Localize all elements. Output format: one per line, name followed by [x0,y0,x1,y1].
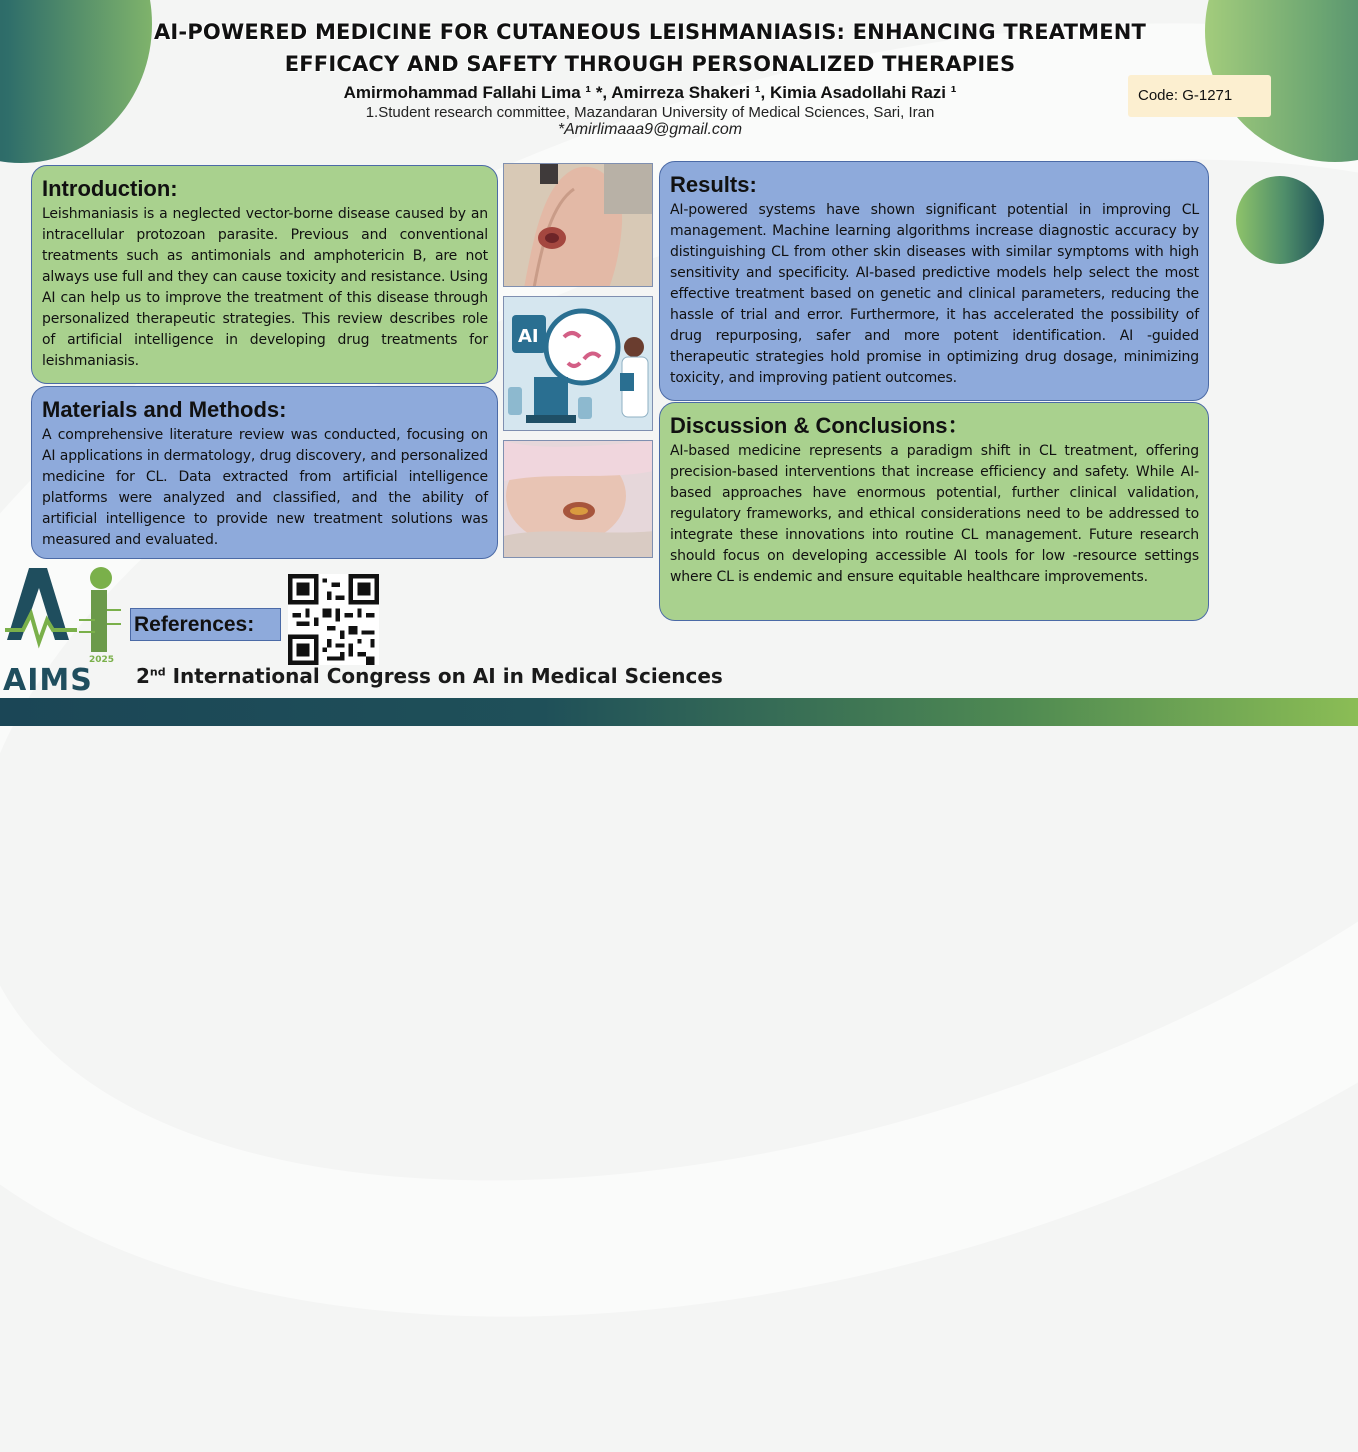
congress-ordinal-suffix: nd [149,665,166,679]
congress-name: International Congress on AI in Medical Sciences [165,664,723,688]
discussion-heading: Discussion & Conclusions： [670,413,970,438]
affiliation: 1.Student research committee, Mazandaran University of Medical Sciences, Sari, Iran [365,104,935,121]
introduction-panel [31,165,498,384]
results-body: AI-powered systems have shown significant potential in improving CL management. Machine learning algorithms increase diagnostic accuracy by distinguishing CL from other skin diseases with similar symptoms with high sensitivity and specificity. AI-based predictive models help select the most effective treatment based on genetic and clinical parameters, reducing the hassle of trial and error. Furthermore, it has accelerated the possibility of drug repurposing, safer and more potent identification. AI -guided therapeutic strategies hold promise in optimizing drug dosage, minimizing toxicity, and improving patient outcomes. [670,202,1199,386]
ai-lab-illustration [503,296,653,431]
discussion-body: AI-based medicine represents a paradigm shift in CL treatment, offering precision-based interventions that increase efficiency and safety. While AI-based approaches have enormous potential, further clinical validation, regulatory frameworks, and ethical considerations need to be addressed to integrate these innovations into routine CL management. Future research should focus on developing accessible AI tools for low -resource settings where CL is endemic and ensure equitable healthcare improvements. [670,443,1199,585]
aims-congress-logo [3,560,125,695]
results-heading: Results: [670,172,757,197]
poster-code-badge: Code: G-1271 [1128,75,1271,117]
introduction-body: Leishmaniasis is a neglected vector-borne disease caused by an intracellular protozoan parasite. Previous and conventional treatments such as antimonials and amphotericin B, are not always use full and they can cause toxicity and resistance. Using AI can help us to improve the treatment of this disease through personalized therapeutic strategies. This review describes role of artificial intelligence in developing drug treatments for leishmaniasis. [42,206,488,369]
footer-bar [0,698,1358,726]
methods-panel [31,386,498,559]
poster-title-line-1: AI-POWERED MEDICINE FOR CUTANEOUS LEISHMANIASIS: ENHANCING TREATMENT [153,20,1147,44]
logo-year: 2025 [89,655,115,665]
qr-code[interactable] [288,574,379,665]
references-label: References: [130,608,281,641]
logo-letters: AIMS [3,663,93,695]
infant-lesion-photo [503,440,653,558]
results-panel [659,161,1209,401]
svg-text:AI: AI [518,326,539,347]
congress-ordinal: 2 [136,664,150,688]
methods-body: A comprehensive literature review was conducted, focusing on AI applications in dermatology, drug discovery, and personalized medicine for CL. Data extracted from artificial intelligence platforms were analyzed and classified, and the ability of artificial intelligence to provide new treatment solutions was measured and evaluated. [42,427,488,548]
decorative-circle-top-left [0,0,152,163]
decorative-circle-right [1236,176,1324,264]
methods-heading: Materials and Methods: [42,397,287,422]
introduction-heading: Introduction: [42,176,178,201]
congress-title [136,664,723,688]
poster-header [140,16,1160,139]
finger-lesion-photo [503,163,653,287]
author-list: Amirmohammad Fallahi Lima ¹ *, Amirreza Shakeri ¹, Kimia Asadollahi Razi ¹ [343,83,957,102]
contact-email: *Amirlimaaa9@gmail.com [557,121,743,138]
poster-title-line-2: EFFICACY AND SAFETY THROUGH PERSONALIZED THERAPIES [284,52,1016,76]
discussion-panel [659,402,1209,621]
